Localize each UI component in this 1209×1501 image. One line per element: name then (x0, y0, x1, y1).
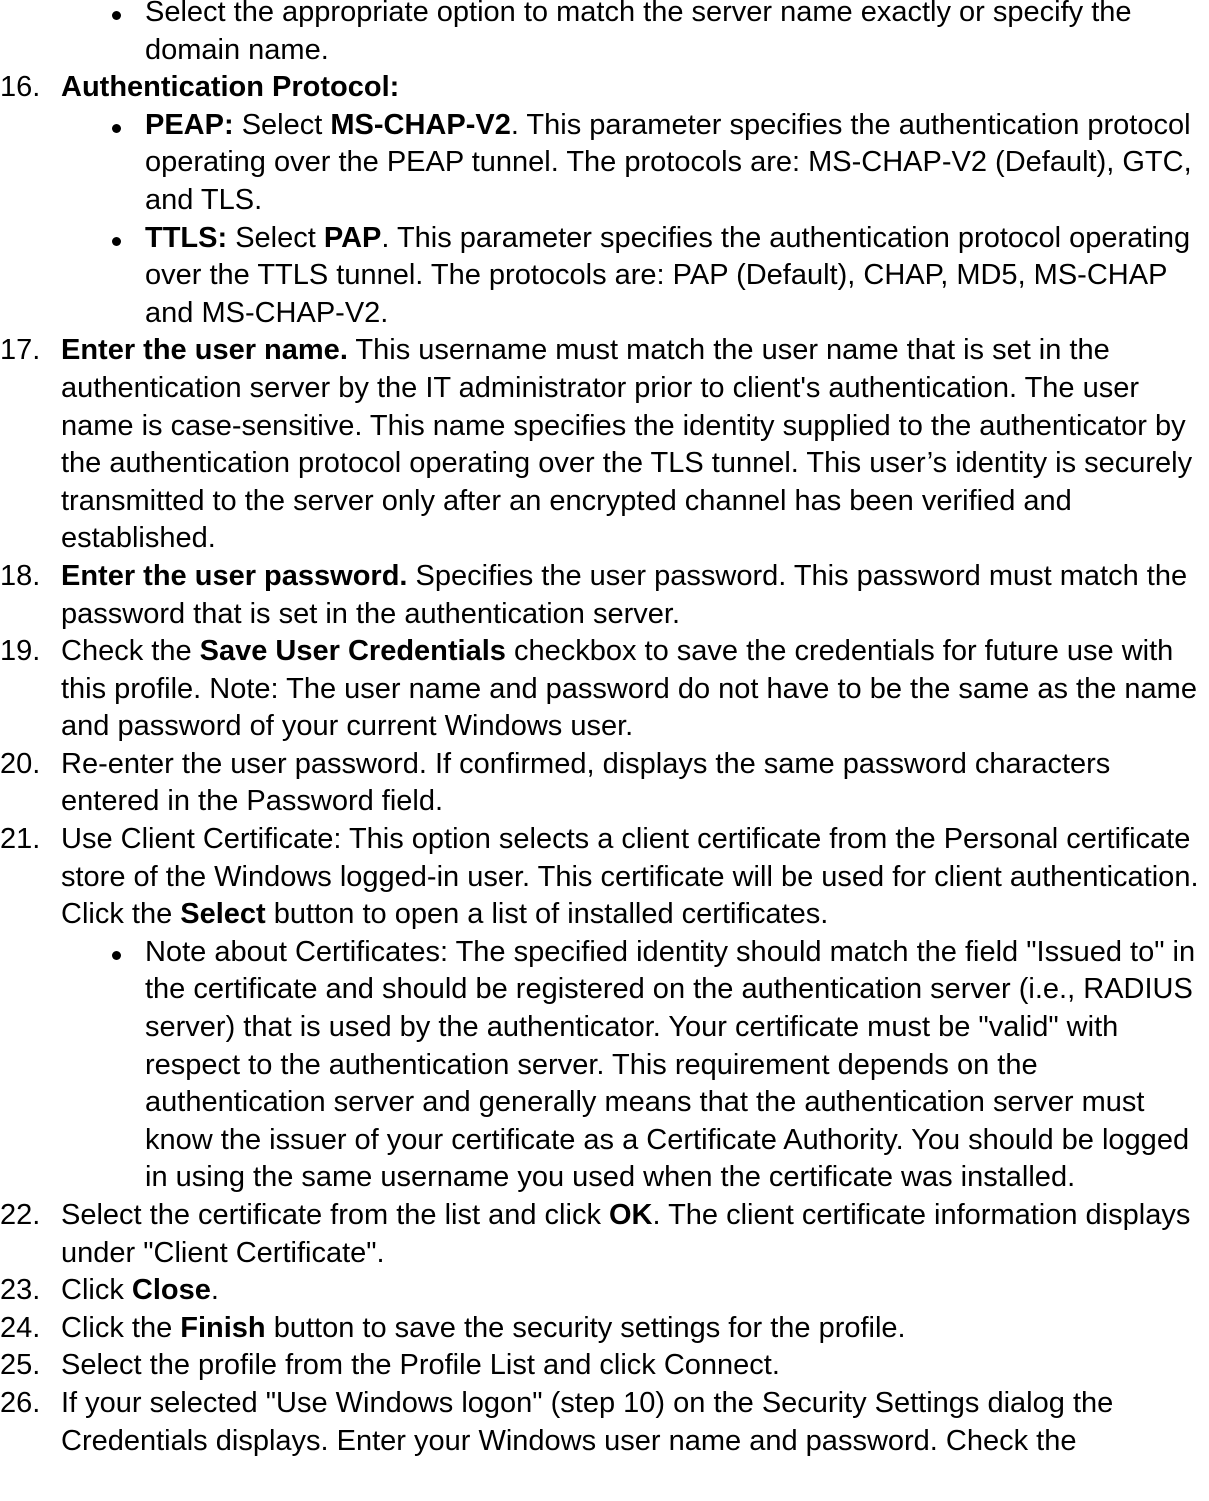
list-item (0, 1197, 1209, 1272)
text-run: Check the (61, 635, 200, 668)
list-item (0, 558, 1209, 633)
bold-text: PEAP: (145, 108, 234, 141)
bullet-item (0, 0, 1209, 69)
list-item-number: 23. (0, 1274, 41, 1307)
list-item-number: 20. (0, 747, 41, 780)
list-item-number: 26. (0, 1386, 41, 1419)
list-item (0, 1347, 1209, 1385)
text-run: . This parameter specifies the authentication protocol operating over the PEAP tunnel. The protocols are: MS-CHAP-V2 (Default), GTC, and TLS. (145, 108, 1192, 216)
bold-text: Enter the user name. (61, 334, 348, 367)
list-item-number: 22. (0, 1199, 41, 1231)
text-run: Select (233, 108, 331, 141)
list-item-text (61, 1310, 1209, 1348)
list-item-number: 21. (0, 823, 41, 856)
bullet-icon (112, 124, 121, 133)
list-item-text (61, 821, 1209, 934)
bold-text: Enter the user password. (61, 559, 408, 592)
text-run: Re-enter the user password. If confirmed, displays the same password characters entered in the Password field. (61, 747, 1111, 818)
list-item-text (61, 1197, 1209, 1272)
text-run: button to save the security settings for the profile. (265, 1311, 906, 1344)
text-run: Use Client Certificate: This option selects a client certificate from the Personal certificate store of the Windows logged-in user. This certificate will be used for client authentication. Click the (61, 823, 1199, 931)
bold-text: Authentication Protocol: (61, 71, 400, 104)
list-item-number: 17. (0, 334, 41, 367)
bullet-item (0, 107, 1209, 220)
list-item-text (61, 1272, 1209, 1310)
bullet-icon (112, 951, 121, 960)
bullet-icon (112, 11, 121, 20)
bullet-item (0, 934, 1209, 1197)
list-item-number: 25. (0, 1349, 41, 1382)
list-item (0, 1272, 1209, 1310)
list-item (0, 332, 1209, 558)
text-run: Select the profile from the Profile List and click Connect. (61, 1349, 780, 1382)
list-item-text (61, 69, 1209, 107)
list-item-number: 24. (0, 1311, 41, 1344)
text-run: button to open a list of installed certificates. (265, 898, 829, 931)
bullet-item (0, 220, 1209, 333)
list-item (0, 1310, 1209, 1348)
bold-text: Select (180, 898, 266, 931)
bold-text: Close (131, 1274, 211, 1307)
list-item-text (61, 746, 1209, 821)
text-run: Select (227, 221, 324, 254)
text-run: . (210, 1274, 219, 1307)
list-item-text (61, 332, 1209, 558)
list-item-number: 16. (0, 71, 41, 104)
list-item-text (61, 1347, 1209, 1385)
text-run: checkbox to save the credentials for future use with this profile. Note: The user name and password do not have to be the same as the name and password of your current Windows user. (61, 635, 1197, 743)
text-run: Click the (61, 1311, 181, 1344)
list-item (0, 821, 1209, 934)
list-item-text (61, 633, 1209, 746)
bold-text: TTLS: (145, 221, 228, 254)
text-run: This username must match the user name that is set in the authentication server by the IT administrator prior to client's authentication. The user name is case-sensitive. This name specifies the identity supplied to the authenticator by the authentication protocol operating over the TLS tunnel. This user’s identity is securely transmitted to the server only after an encrypted channel has been verified and established. (61, 334, 1193, 555)
text-run: If your selected "Use Windows logon" (step 10) on the Security Settings dialog the Credentials displays. Enter your Windows user name and password. Check the (61, 1386, 1114, 1457)
list-item (0, 69, 1209, 107)
bold-text: PAP (323, 221, 382, 254)
list-item (0, 746, 1209, 821)
bold-text: MS-CHAP-V2 (330, 108, 511, 141)
bold-text: Finish (180, 1311, 266, 1344)
list-item (0, 633, 1209, 746)
bullet-icon (112, 237, 121, 246)
list-item (0, 1385, 1209, 1460)
bold-text: Save User Credentials (199, 635, 506, 668)
text-run: Note about Certificates: The specified identity should match the field "Issued to" in the certificate and should be registered on the authentication server (i.e., RADIUS server) that is used by the authenticator. Your certificate must be "valid" with respect to the authentication server. This requirement depends on the authentication server and generally means that the authentication server must know the issuer of your certificate as a Certificate Authority. You should be logged in using the same username you used when the certificate was installed. (145, 935, 1196, 1194)
text-run: Click (61, 1274, 132, 1307)
list-item-text (61, 1385, 1209, 1460)
list-item-number: 18. (0, 559, 41, 592)
list-item-text (61, 558, 1209, 633)
text-run: . This parameter specifies the authentication protocol operating over the TTLS tunnel. The protocols are: PAP (Default), CHAP, MD5, MS-CHAP and MS-CHAP-V2. (145, 221, 1191, 329)
text-run: . The client certificate information displays under "Client Certificate". (61, 1199, 1191, 1269)
text-run: Select the appropriate option to match the server name exactly or specify the domain name. (145, 0, 1132, 66)
list-item-number: 19. (0, 635, 41, 668)
text-run: Specifies the user password. This password must match the password that is set in the authentication server. (61, 559, 1188, 630)
text-run: Select the certificate from the list and click (61, 1199, 609, 1231)
bold-text: OK (609, 1199, 653, 1231)
